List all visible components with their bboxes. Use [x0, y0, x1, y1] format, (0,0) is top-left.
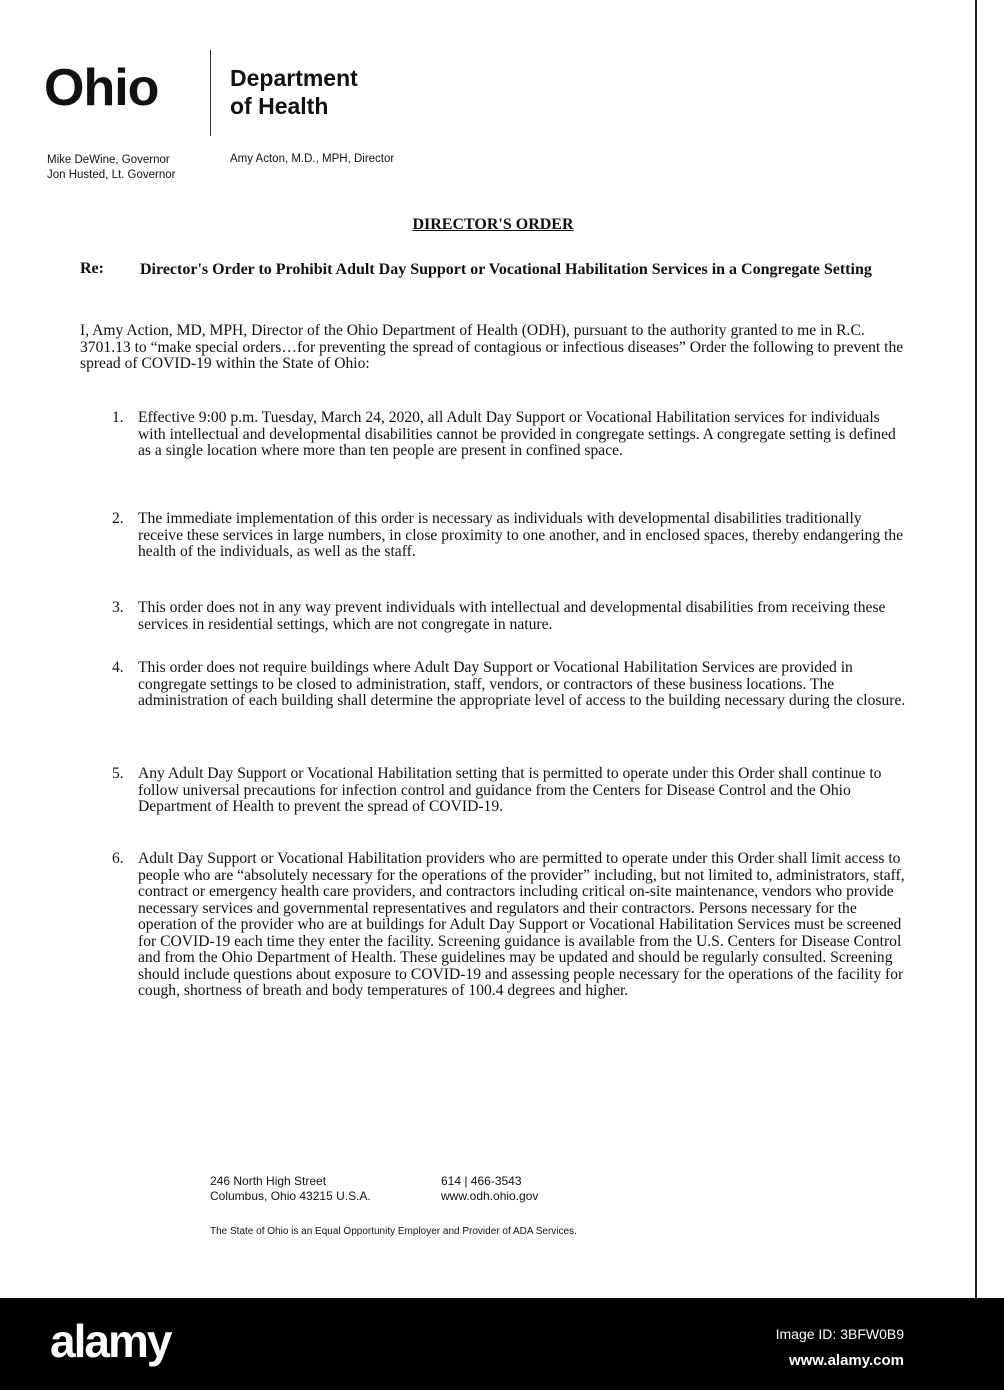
order-item [112, 410, 906, 460]
order-item [112, 600, 906, 633]
ohio-logo: Ohio [44, 59, 159, 117]
item-number: 1. [112, 409, 124, 426]
document-title: DIRECTOR'S ORDER [412, 216, 574, 233]
intro-paragraph: I, Amy Action, MD, MPH, Director of the Ohio Department of Health (ODH), pursuant to the authority granted to me in R.C. 3701.13 to “make special orders…for preventing the spread of contagious or infectious diseases” Order the following to prevent the spread of COVID-19 within the State of Ohio: [80, 322, 904, 372]
item-text: This order does not in any way prevent individuals with intellectual and developmental disabilities from receiving these services in residential settings, which are not congregate in nature. [138, 599, 886, 633]
department-line2: of Health [230, 93, 329, 119]
item-text: Effective 9:00 p.m. Tuesday, March 24, 2020, all Adult Day Support or Vocational Habilitation services for individuals with intellectual and developmental disabilities cannot be provided in congregate settings. A congregate setting is defined as a single location where more than ten people are present in confined space. [138, 409, 896, 459]
lt-governor: Jon Husted, Lt. Governor [47, 169, 176, 181]
department-line1: Department [230, 65, 358, 91]
footer-street: 246 North High Street [210, 1174, 327, 1188]
order-item [112, 851, 906, 1000]
watermark-bar [0, 1298, 1004, 1390]
page-edge [975, 0, 977, 1298]
governor: Mike DeWine, Governor [47, 154, 170, 166]
footer-phone: 614 | 466-3543 [441, 1174, 522, 1188]
footer-city: Columbus, Ohio 43215 U.S.A. [210, 1189, 371, 1203]
image-id: Image ID: 3BFW0B9 [775, 1326, 904, 1342]
logo-divider [210, 50, 211, 136]
item-number: 6. [112, 850, 124, 867]
item-number: 2. [112, 510, 124, 527]
item-number: 3. [112, 599, 124, 616]
order-item [112, 511, 906, 561]
department-name [230, 64, 358, 120]
item-text: Adult Day Support or Vocational Habilitation providers who are permitted to operate under this Order shall limit access to people who are “absolutely necessary for the operations of the provider” including, but not limited to, administrators, staff, contract or emergency health care providers, and contractors including critical on-site maintenance, vendors who provide necessary services and governmental representatives and regulators and their contractors. Persons necessary for the operation of the provider who are at buildings for Adult Day Support or Vocational Habilitation Services must be screened for COVID-19 each time they enter the facility. Screening guidance is available from the U.S. Centers for Disease Control and from the Ohio Department of Health. These guidelines may be updated and should be regularly consulted. Screening should include questions about exposure to COVID-19 and assessing people necessary for the operations of the facility for cough, shortness of breath and body temperatures of 100.4 degrees and higher. [138, 850, 905, 999]
item-number: 4. [112, 659, 124, 676]
re-subject: Director's Order to Prohibit Adult Day Support or Vocational Habilitation Services in a Congregate Setting [140, 261, 872, 278]
item-text: Any Adult Day Support or Vocational Habilitation setting that is permitted to operate under this Order shall continue to follow universal precautions for infection control and guidance from the Centers for Disease Control and the Ohio Department of Health to prevent the spread of COVID-19. [138, 765, 882, 815]
order-item [112, 766, 906, 816]
item-text: This order does not require buildings where Adult Day Support or Vocational Habilitation Services are provided in congregate settings to be closed to administration, staff, vendors, or contractors of these business locations. The administration of each building shall determine the appropriate level of access to the building necessary during the closure. [138, 659, 906, 709]
re-label: Re: [80, 260, 104, 277]
alamy-logo: alamy [50, 1315, 171, 1367]
footer-eeo: The State of Ohio is an Equal Opportunity Employer and Provider of ADA Services. [210, 1226, 577, 1237]
item-number: 5. [112, 765, 124, 782]
footer-website: www.odh.ohio.gov [441, 1189, 539, 1203]
order-item [112, 660, 906, 710]
item-text: The immediate implementation of this order is necessary as individuals with developmental disabilities traditionally receive these services in large numbers, in close proximity to one another, and in enclosed spaces, thereby endangering the health of the individuals, as well as the staff. [138, 510, 904, 560]
watermark-url: www.alamy.com [788, 1352, 904, 1369]
footer-address [210, 1174, 371, 1204]
director: Amy Acton, M.D., MPH, Director [230, 153, 395, 165]
footer-contact [441, 1174, 538, 1204]
officials [47, 153, 175, 183]
